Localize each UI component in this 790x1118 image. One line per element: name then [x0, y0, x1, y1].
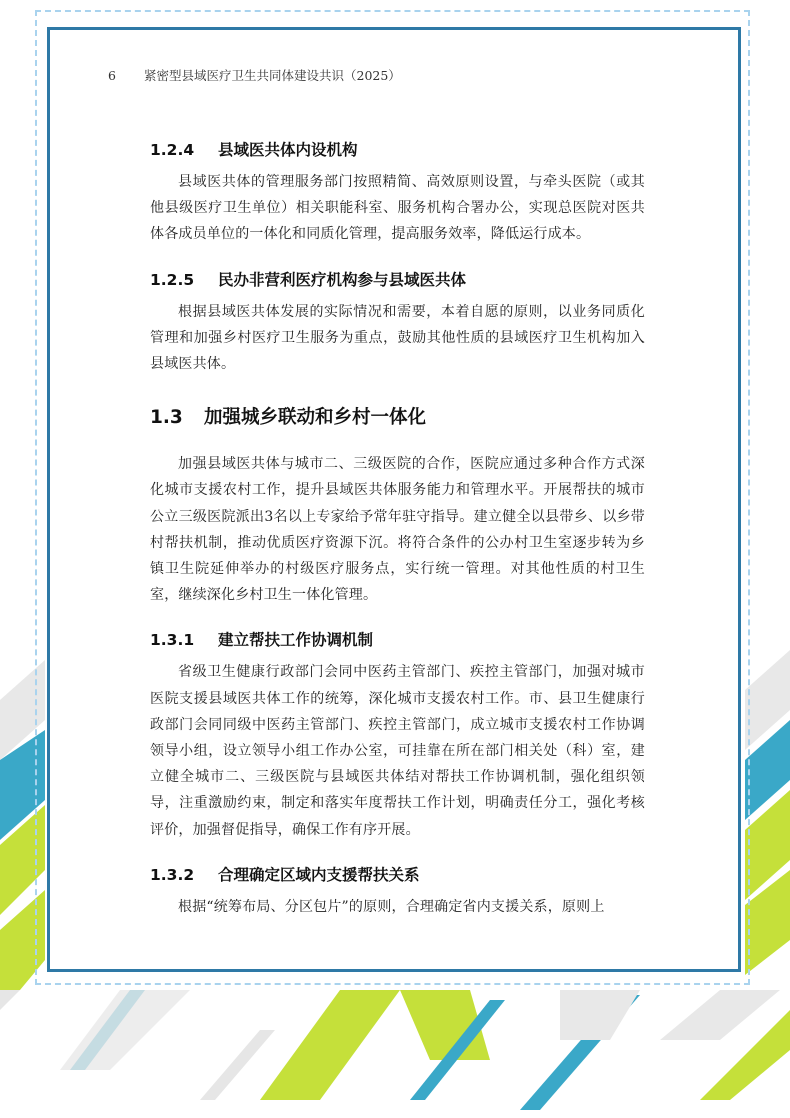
section-heading-1-3-1 — [150, 628, 645, 650]
paragraph: 省级卫生健康行政部门会同中医药主管部门、疾控主管部门，加强对城市医院支援县域医共体工作的统筹，深化城市支援农村工作。市、县卫生健康行政部门会同同级中医药主管部门、疾控主管部门，成立城市支援农村工作协调领导小组，设立领导小组工作办公室，可挂靠在所在部门相关处（科）室，建立健全城市二、三级医院与县域医共体结对帮扶工作协调机制，强化组织领导，注重激励约束，制定和落实年度帮扶工作计划，明确责任分工，强化考核评价，加强督促指导，确保工作有序开展。 — [150, 664, 645, 838]
section-number: 1.3.2 — [150, 865, 195, 884]
paragraph: 县域医共体的管理服务部门按照精简、高效原则设置，与牵头医院（或其他县级医疗卫生单位）相关职能科室、服务机构合署办公，实现总医院对医共体各成员单位的一体化和同质化管理，提高服务效率，降低运行成本。 — [150, 174, 645, 243]
section-title: 合理确定区域内支援帮扶关系 — [218, 865, 420, 884]
decor-shape — [560, 990, 640, 1040]
running-header — [108, 66, 401, 84]
page-content — [150, 138, 645, 920]
section-number: 1.3 — [150, 407, 183, 429]
paragraph: 根据“统筹布局、分区包片”的原则，合理确定省内支援关系，原则上 — [178, 898, 605, 915]
section-number: 1.2.4 — [150, 141, 195, 159]
section-number: 1.3.1 — [150, 631, 195, 650]
section-heading-1-2-4 — [150, 138, 645, 160]
section-title: 加强城乡联动和乡村一体化 — [204, 407, 427, 429]
decor-shape — [200, 1030, 275, 1100]
running-title: 紧密型县域医疗卫生共同体建设共识（2025） — [144, 68, 401, 83]
section-heading-1-3-2 — [150, 863, 645, 885]
section-title: 建立帮扶工作协调机制 — [218, 631, 374, 650]
page-number: 6 — [108, 68, 116, 83]
decor-shape — [60, 990, 190, 1070]
section-heading-1-3 — [150, 403, 645, 429]
decor-shape — [660, 990, 780, 1040]
paragraph: 加强县域医共体与城市二、三级医院的合作，医院应通过多种合作方式深化城市支援农村工作，提升县域医共体服务能力和管理水平。开展帮扶的城市公立三级医院派出3名以上专家给予常年驻守指导。建立健全以县带乡、以乡带村帮扶机制，推动优质医疗资源下沉。将符合条件的公办村卫生室逐步转为乡镇卫生院延伸举办的村级医疗服务点，实行统一管理。对其他性质的村卫生室，继续深化乡村卫生一体化管理。 — [150, 456, 645, 604]
section-heading-1-2-5 — [150, 268, 645, 290]
section-title: 县域医共体内设机构 — [218, 141, 358, 159]
section-number: 1.2.5 — [150, 270, 195, 289]
section-title: 民办非营利医疗机构参与县域医共体 — [218, 270, 467, 289]
paragraph: 根据县域医共体发展的实际情况和需要，本着自愿的原则，以业务同质化管理和加强乡村医疗卫生服务为重点，鼓励其他性质的县域医疗卫生机构加入县域医共体。 — [150, 303, 645, 373]
decor-shape — [260, 990, 400, 1100]
decor-shape — [0, 990, 20, 1010]
